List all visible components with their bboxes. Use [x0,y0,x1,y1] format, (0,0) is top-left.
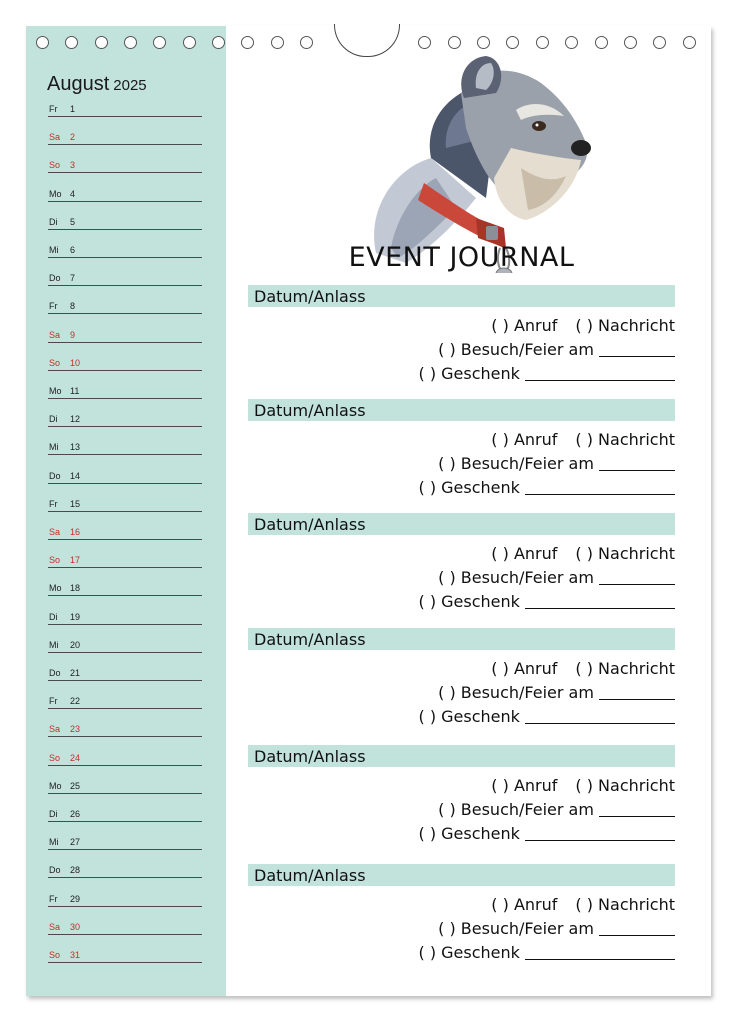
day-row [48,829,202,850]
visit-date-line[interactable] [599,456,675,471]
day-row [48,350,202,371]
day-row [48,886,202,907]
day-row [48,463,202,484]
journal-entry [248,399,675,509]
weekday-label: Sa [49,724,61,735]
entry-header-label: Datum/Anlass [254,630,366,649]
day-row [48,209,202,230]
entry-header-label: Datum/Anlass [254,747,366,766]
message-option[interactable]: ( ) Nachricht [575,544,675,563]
binding-hole-icon [95,36,108,49]
visit-date-line[interactable] [599,802,675,817]
contact-options-row [491,776,675,795]
day-number: 29 [70,893,81,904]
day-row [48,660,202,681]
visit-option-row [438,454,675,473]
weekday-label: So [49,160,61,171]
day-row [48,942,202,963]
call-option[interactable]: ( ) Anruf [491,776,558,795]
day-row [48,716,202,737]
contact-options-row [491,316,675,335]
call-option[interactable]: ( ) Anruf [491,895,558,914]
entry-header [248,628,675,650]
entry-header [248,513,675,535]
weekday-label: So [49,752,61,763]
gift-option-row [418,824,675,843]
entry-header-label: Datum/Anlass [254,515,366,534]
day-number: 4 [70,188,76,199]
gift-option-row [418,592,675,611]
day-number: 15 [70,498,81,509]
weekday-label: So [49,357,61,368]
visit-option-row [438,800,675,819]
message-option[interactable]: ( ) Nachricht [575,659,675,678]
visit-option[interactable]: ( ) Besuch/Feier am [438,568,594,587]
calendar-page [26,26,711,996]
journal-entry [248,864,675,974]
message-option[interactable]: ( ) Nachricht [575,316,675,335]
day-number: 13 [70,442,81,453]
day-row [48,801,202,822]
visit-date-line[interactable] [599,342,675,357]
entry-header [248,399,675,421]
day-number: 22 [70,696,81,707]
day-number: 1 [70,104,76,114]
day-row [48,491,202,512]
day-number: 28 [70,865,81,876]
weekday-label: Mi [49,442,59,453]
day-row [48,914,202,935]
day-row [48,773,202,794]
journal-entry [248,628,675,738]
journal-entry [248,745,675,855]
weekday-label: So [49,950,61,960]
contact-options-row [491,895,675,914]
gift-option[interactable]: ( ) Geschenk [418,824,520,843]
day-number: 27 [70,837,81,848]
day-number: 5 [70,216,76,227]
month-year: 2025 [113,77,147,94]
day-row [48,265,202,286]
day-row [48,575,202,596]
binding-hole-icon [300,36,313,49]
gift-line[interactable] [525,945,675,960]
weekday-label: Mi [49,639,59,650]
schnauzer-dog-illustration-icon [336,48,596,273]
day-row [48,688,202,709]
visit-option[interactable]: ( ) Besuch/Feier am [438,800,594,819]
month-sidebar [26,26,226,996]
visit-option-row [438,568,675,587]
visit-option[interactable]: ( ) Besuch/Feier am [438,454,594,473]
gift-option[interactable]: ( ) Geschenk [418,478,520,497]
weekday-label: Do [49,668,61,678]
binding-hole-icon [124,36,137,49]
weekday-label: Mi [49,245,59,255]
gift-option[interactable]: ( ) Geschenk [418,707,520,726]
day-row [48,434,202,455]
day-row [48,547,202,568]
day-row [48,152,202,173]
day-number: 7 [70,273,76,284]
day-row [48,745,202,766]
binding-hole-icon [241,36,254,49]
day-row [48,519,202,540]
day-number: 21 [70,668,81,678]
message-option[interactable]: ( ) Nachricht [575,776,675,795]
day-number: 20 [70,639,81,650]
contact-options-row [491,430,675,449]
weekday-label: Mi [49,837,59,848]
weekday-label: Sa [49,132,61,143]
entry-header-label: Datum/Anlass [254,866,366,885]
call-option[interactable]: ( ) Anruf [491,430,558,449]
visit-date-line[interactable] [599,570,675,585]
day-row [48,96,202,117]
visit-option-row [438,683,675,702]
month-name: August [47,73,110,95]
call-option[interactable]: ( ) Anruf [491,659,558,678]
weekday-label: Do [49,470,61,481]
day-number: 8 [70,301,76,312]
journal-entry [248,285,675,395]
weekday-label: Di [49,414,58,425]
binding-hole-icon [36,36,49,49]
gift-option[interactable]: ( ) Geschenk [418,943,520,962]
visit-option[interactable]: ( ) Besuch/Feier am [438,340,594,359]
day-number: 19 [70,611,81,622]
binding-hole-icon [595,36,608,49]
day-number: 31 [70,950,81,960]
weekday-label: Mo [49,188,62,199]
weekday-label: Sa [49,921,61,932]
binding-hole-icon [624,36,637,49]
weekday-label: Mo [49,780,62,791]
day-row [48,604,202,625]
day-number: 12 [70,414,81,425]
day-row [48,378,202,399]
entry-header-label: Datum/Anlass [254,401,366,420]
visit-option-row [438,919,675,938]
day-number: 23 [70,724,81,735]
binding-hole-icon [683,36,696,49]
entry-header-label: Datum/Anlass [254,287,366,306]
day-number: 2 [70,132,76,143]
day-row [48,181,202,202]
day-row [48,237,202,258]
day-row [48,322,202,343]
day-number: 3 [70,160,76,171]
gift-line[interactable] [525,826,675,841]
day-row [48,632,202,653]
entry-header [248,285,675,307]
day-number: 11 [70,386,80,396]
day-number: 17 [70,555,81,566]
weekday-label: Mo [49,386,62,396]
weekday-label: Fr [49,104,58,114]
gift-option-row [418,943,675,962]
gift-option-row [418,364,675,383]
journal-title: EVENT JOURNAL [348,242,575,273]
weekday-label: Sa [49,527,61,537]
message-option[interactable]: ( ) Nachricht [575,895,675,914]
gift-option-row [418,707,675,726]
weekday-label: Fr [49,498,58,509]
weekday-label: Di [49,611,58,622]
day-row [48,857,202,878]
call-option[interactable]: ( ) Anruf [491,316,558,335]
weekday-label: Mo [49,583,62,594]
day-row [48,293,202,314]
weekday-label: Do [49,865,61,876]
contact-options-row [491,659,675,678]
visit-date-line[interactable] [599,685,675,700]
weekday-label: So [49,555,61,566]
entry-header [248,745,675,767]
month-title [47,73,147,96]
gift-option-row [418,478,675,497]
binding-hole-icon [183,36,196,49]
gift-line[interactable] [525,709,675,724]
day-number: 14 [70,470,81,481]
weekday-label: Do [49,273,61,284]
call-option[interactable]: ( ) Anruf [491,544,558,563]
journal-entry [248,513,675,623]
day-number: 9 [70,329,76,340]
weekday-label: Fr [49,301,58,312]
gift-line[interactable] [525,366,675,381]
binding-hole-icon [271,36,284,49]
day-number: 6 [70,245,76,255]
day-row [48,406,202,427]
weekday-label: Fr [49,696,58,707]
gift-line[interactable] [525,594,675,609]
visit-option[interactable]: ( ) Besuch/Feier am [438,919,594,938]
binding-hole-icon [212,36,225,49]
day-number: 16 [70,527,81,537]
day-number: 30 [70,921,81,932]
gift-option[interactable]: ( ) Geschenk [418,364,520,383]
day-number: 26 [70,809,81,819]
binding-hole-icon [153,36,166,49]
gift-option[interactable]: ( ) Geschenk [418,592,520,611]
binding-hole-icon [653,36,666,49]
visit-option-row [438,340,675,359]
message-option[interactable]: ( ) Nachricht [575,430,675,449]
entry-header [248,864,675,886]
weekday-label: Di [49,216,58,227]
day-number: 18 [70,583,81,594]
day-number: 25 [70,780,81,791]
visit-option[interactable]: ( ) Besuch/Feier am [438,683,594,702]
day-number: 24 [70,752,81,763]
weekday-label: Sa [49,329,61,340]
day-row [48,124,202,145]
day-number: 10 [70,357,81,368]
visit-date-line[interactable] [599,921,675,936]
binding-hole-icon [65,36,78,49]
contact-options-row [491,544,675,563]
weekday-label: Fr [49,893,58,904]
weekday-label: Di [49,809,58,819]
gift-line[interactable] [525,480,675,495]
